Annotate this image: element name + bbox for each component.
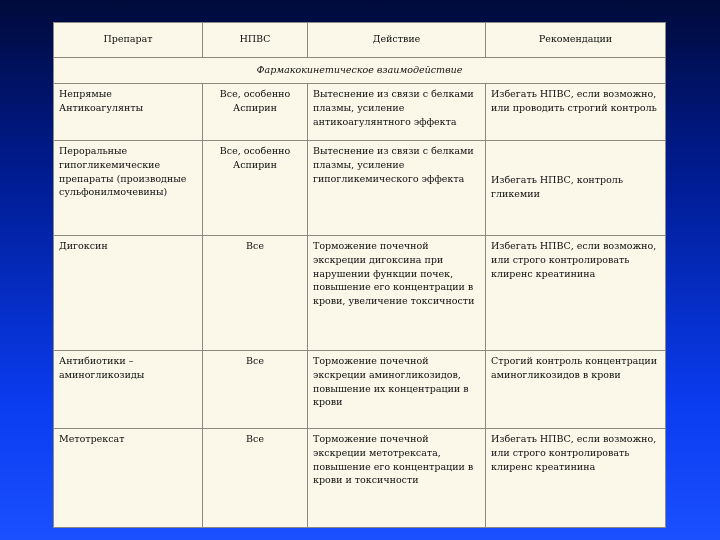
cell-nsaid: Все [203,429,308,528]
table-row [54,236,666,351]
header-nsaid: НПВС [203,23,308,58]
cell-drug: Метотрексат [54,429,203,528]
interaction-table-container [53,22,665,527]
cell-recommendation: Избегать НПВС, контроль гликемии [486,141,666,236]
cell-nsaid: Все [203,351,308,429]
cell-drug: Непрямые Антикоагулянты [54,84,203,141]
cell-action: Торможение почечной экскреции аминогликозидов, повышение их концентрации в крови [308,351,486,429]
drug-interaction-table [53,22,666,528]
table-row [54,141,666,236]
table-row [54,429,666,528]
cell-nsaid: Все, особенно Аспирин [203,84,308,141]
cell-drug: Пероральные гипогликемические препараты (производные сульфонилмочевины) [54,141,203,236]
header-action: Действие [308,23,486,58]
header-recommendation: Рекомендации [486,23,666,58]
header-row [54,23,666,58]
cell-nsaid: Все [203,236,308,351]
table-subtitle: Фармакокинетическое взаимодействие [54,58,666,84]
table-row [54,351,666,429]
cell-recommendation: Избегать НПВС, если возможно, или проводить строгий контроль [486,84,666,141]
cell-drug: Антибиотики – аминогликозиды [54,351,203,429]
cell-action: Торможение почечной экскреции метотрексата, повышение его концентрации в крови и токсичности [308,429,486,528]
cell-recommendation: Избегать НПВС, если возможно, или строго контролировать клиренс креатинина [486,429,666,528]
cell-action: Вытеснение из связи с белками плазмы, усиление антикоагулянтного эффекта [308,84,486,141]
subtitle-row [54,58,666,84]
header-drug: Препарат [54,23,203,58]
cell-nsaid: Все, особенно Аспирин [203,141,308,236]
cell-recommendation: Строгий контроль концентрации аминогликозидов в крови [486,351,666,429]
cell-action: Вытеснение из связи с белками плазмы, усиление гипогликемического эффекта [308,141,486,236]
cell-action: Торможение почечной экскреции дигоксина при нарушении функции почек, повышение его концентрации в крови, увеличение токсичности [308,236,486,351]
cell-drug: Дигоксин [54,236,203,351]
table-row [54,84,666,141]
cell-recommendation: Избегать НПВС, если возможно, или строго контролировать клиренс креатинина [486,236,666,351]
